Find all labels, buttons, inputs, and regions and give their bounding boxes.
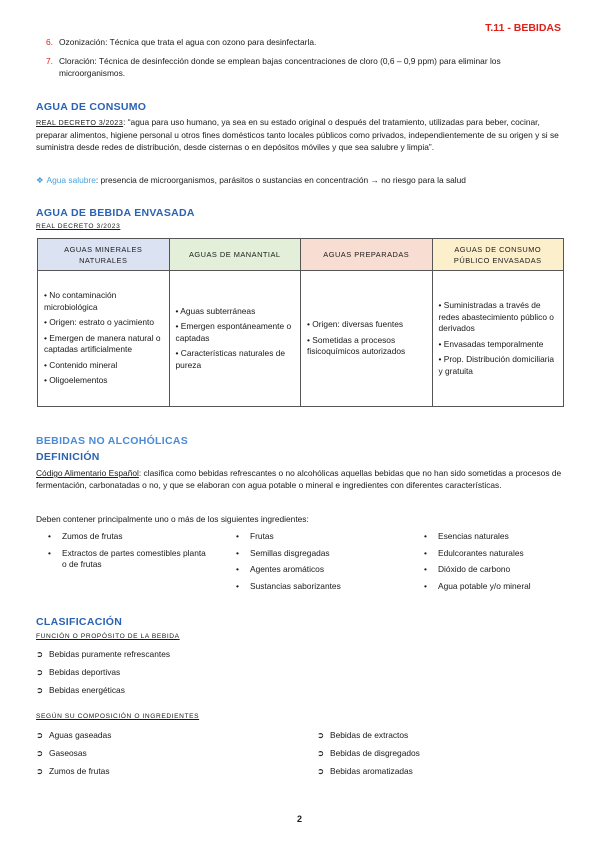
- arrow-icon: ➲: [317, 748, 325, 758]
- arrow-icon: ➲: [317, 766, 325, 776]
- composicion-title: SEGÚN SU COMPOSICIÓN O INGREDIENTES: [36, 713, 200, 720]
- list-item: • Oligoelementos: [44, 375, 108, 386]
- list-item: • Contenido mineral: [44, 359, 118, 370]
- col-header-preparadas: AGUAS PREPARADAS: [301, 239, 433, 271]
- list-item: ➲ Aguas gaseadas: [36, 730, 112, 740]
- composicion-list-right: [317, 729, 567, 777]
- list-item: ➲ Bebidas energéticas: [36, 685, 125, 695]
- codigo-paragraph: [36, 467, 564, 491]
- list-item: • No contaminación microbiológica: [44, 290, 117, 312]
- col-header-consumo-publico: AGUAS DE CONSUMO PÚBLICO ENVASADAS: [432, 239, 564, 271]
- decree-label: REAL DECRETO 3/2023: [36, 118, 124, 127]
- list-item: • Aguas subterráneas: [175, 305, 256, 316]
- arrow-icon: ➲: [36, 730, 44, 740]
- list-item: ➲ Bebidas de disgregados: [317, 748, 420, 758]
- codigo-label: Código Alimentario Español: [36, 468, 139, 478]
- list-item: • Emergen espontáneamente o captadas: [175, 321, 292, 343]
- funcion-title: FUNCIÓN O PROPÓSITO DE LA BEBIDA: [36, 633, 180, 640]
- section-title-agua-consumo: AGUA DE CONSUMO: [36, 101, 147, 113]
- cell-minerales: [38, 271, 170, 407]
- arrow-icon: ➲: [317, 730, 325, 740]
- section-title-clasificacion: CLASIFICACIÓN: [36, 616, 123, 628]
- list-item: • Frutas: [236, 531, 274, 541]
- list-item: • Sustancias saborizantes: [236, 580, 341, 591]
- list-item: • Prop. Distribución domiciliaria y gratuita: [438, 354, 555, 376]
- section-title-bebidas-no-alcoholicas: BEBIDAS NO ALCOHÓLICAS: [36, 435, 189, 447]
- list-item: • Envasadas temporalmente: [438, 338, 544, 349]
- list-item: [40, 55, 565, 79]
- list-item: • Emergen de manera natural o captadas artificialmente: [44, 332, 161, 355]
- list-item: • Suministradas a través de redes abastecimiento público o derivados: [438, 300, 554, 333]
- list-item: • Esencias naturales: [424, 531, 509, 541]
- decree-paragraph: [36, 116, 564, 153]
- ingredientes-intro: Deben contener principalmente uno o más de los siguientes ingredientes:: [36, 514, 309, 524]
- ingredientes-col-1: [48, 531, 208, 576]
- agua-salubre-label: Agua salubre: [46, 175, 96, 185]
- arrow-icon: ➲: [36, 748, 44, 758]
- decree-text: : “agua para uso humano, ya sea en su estado original o después del tratamiento, utilizadas para beber, cocinar, preparar alimentos, higiene personal u otros fines domésticos tanto locales públicos como privados, independientemente de su origen y si se suministra desde redes de distribución, desde cisternas o en depósitos móviles y que sea salubre y limpia”.: [36, 117, 559, 152]
- list-item: • Extractos de partes comestibles planta o de frutas: [48, 547, 206, 569]
- ingredientes-list: [48, 531, 568, 593]
- item-text: Cloración: Técnica de desinfección donde se emplean bajas concentraciones de cloro (0,6 – 0,9 ppm) para eliminar los microorganismos.: [59, 56, 501, 78]
- list-item: • Edulcorantes naturales: [424, 547, 524, 558]
- ingredientes-col-3: [424, 531, 574, 597]
- list-item: ➲ Bebidas deportivas: [36, 667, 121, 677]
- ingredientes-col-2: [236, 531, 406, 597]
- list-item: ➲ Bebidas aromatizadas: [317, 766, 413, 776]
- list-item: ➲ Gaseosas: [36, 748, 87, 758]
- item-text: Ozonización: Técnica que trata el agua con ozono para desinfectarla.: [59, 37, 317, 47]
- intro-list: [40, 36, 565, 86]
- cell-manantial: [169, 271, 301, 407]
- composicion-list-left: [36, 729, 286, 777]
- header-title: T.11 - BEBIDAS: [485, 22, 561, 34]
- list-item: [40, 36, 565, 48]
- item-number: 6.: [46, 37, 53, 47]
- envasada-decree-label: REAL DECRETO 3/2023: [36, 223, 121, 230]
- list-item: ➲ Bebidas de extractos: [317, 730, 409, 740]
- list-item: • Origen: estrato o yacimiento: [44, 317, 155, 328]
- col-header-minerales: AGUAS MINERALES NATURALES: [38, 239, 170, 271]
- list-item: ➲ Zumos de frutas: [36, 766, 110, 776]
- funcion-list: [36, 648, 296, 696]
- agua-salubre-line: [36, 174, 566, 186]
- list-item: • Sometidas a procesos fisicoquímicos autorizados: [307, 334, 406, 357]
- list-item: ➲ Bebidas puramente refrescantes: [36, 649, 171, 659]
- arrow-icon: ➲: [36, 766, 44, 776]
- cell-preparadas: [301, 271, 433, 407]
- cell-consumo-publico: [432, 271, 564, 407]
- arrow-icon: ➲: [36, 649, 44, 659]
- codigo-text: : clasifica como bebidas refrescantes o no alcohólicas aquellas bebidas que no han sido sometidas a procesos de fermentación, carbonatadas o no, y que se elaboran con agua potable o mineral e ingredientes con diferentes características.: [36, 468, 562, 490]
- section-title-agua-envasada: AGUA DE BEBIDA ENVASADA: [36, 207, 195, 219]
- arrow-icon: ➲: [36, 685, 44, 695]
- list-item: • Agentes aromáticos: [236, 564, 325, 574]
- arrow-icon: ➲: [36, 667, 44, 677]
- list-item: • Semillas disgregadas: [236, 547, 330, 558]
- diamond-bullet-icon: ❖: [36, 175, 44, 185]
- water-types-table: [37, 238, 564, 407]
- list-item: • Dióxido de carbono: [424, 564, 511, 574]
- list-item: • Agua potable y/o mineral: [424, 580, 531, 591]
- col-header-manantial: AGUAS DE MANANTIAL: [169, 239, 301, 271]
- list-item: • Zumos de frutas: [48, 531, 123, 541]
- subsection-title-definicion: DEFINICIÓN: [36, 451, 100, 463]
- list-item: • Características naturales de pureza: [175, 348, 286, 370]
- item-number: 7.: [46, 56, 53, 66]
- list-item: • Origen: diversas fuentes: [307, 319, 404, 330]
- agua-salubre-text: : presencia de microorganismos, parásitos o sustancias en concentración → no riesgo para la salud: [95, 175, 466, 185]
- page-number: 2: [296, 814, 302, 824]
